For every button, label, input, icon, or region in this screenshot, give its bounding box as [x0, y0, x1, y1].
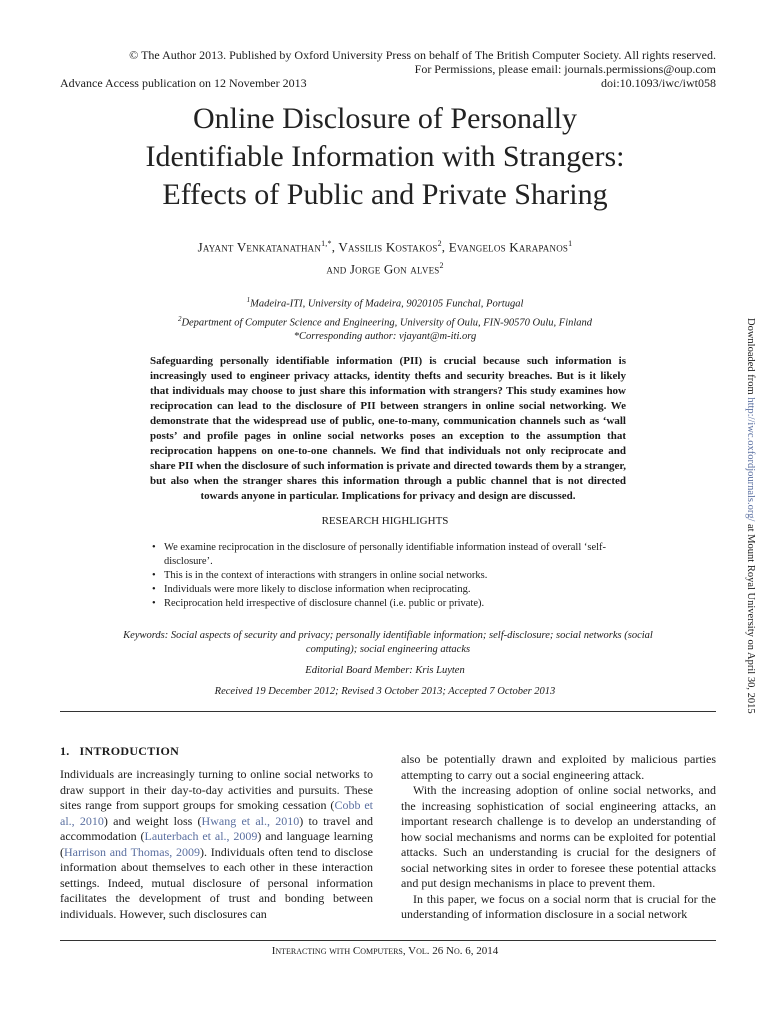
highlight-item: • We examine reciprocation in the disclosure of personally identifiable information instead of overall ‘self-disclosure’.: [152, 542, 607, 567]
doi-line: doi:10.1093/iwc/iwt058: [601, 76, 716, 90]
highlight-item: • Reciprocation held irrespective of disclosure channel (i.e. public or private).: [152, 598, 485, 609]
corresponding-author: *Corresponding author: vjayant@m-iti.org: [293, 331, 477, 342]
author-name: Jayant Venkatanathan: [197, 239, 322, 255]
author-superscript: 1,*: [321, 239, 332, 248]
citation-link[interactable]: Hwang et al., 2010: [201, 813, 300, 828]
paragraph: also be potentially drawn and exploited by malicious parties attempting to carry out a social engineering attack.: [401, 752, 716, 782]
keywords: Keywords: Social aspects of security and privacy; personally identifiable information; self-disclosure; social networks (social computing); social engineering attacks: [123, 630, 653, 655]
affiliation-1: Madeira-ITI, University of Madeira, 9020105 Funchal, Portugal: [250, 298, 524, 310]
editorial-board-member: Editorial Board Member: Kris Luyten: [305, 665, 465, 676]
divider: [60, 711, 716, 712]
highlight-item: • Individuals were more likely to disclose information when reciprocating.: [152, 584, 471, 595]
title-line: Effects of Public and Private Sharing: [162, 178, 608, 211]
author-superscript: 2: [439, 261, 444, 271]
paragraph: With the increasing adoption of online social networks, and the increasing sophistication of social engineering attacks, an important research challenge is to develop an understanding of how social mechanisms and norms can be exploited for potential attacks. Such an understanding is crucial for the designers of social networking sites in order to foresee these potential attacks and put design mechanisms in place to prevent them.: [401, 783, 716, 890]
affiliations: [0, 293, 770, 344]
author-superscript: 1: [568, 239, 573, 248]
author-name: , Evangelos Karapanos: [441, 239, 569, 255]
title-line: Identifiable Information with Strangers:: [145, 140, 625, 173]
affiliation-2: Department of Computer Science and Engineering, University of Oulu, FIN-90570 Oulu, Finland: [181, 317, 593, 328]
affiliation-superscript: 2: [177, 314, 182, 323]
highlights-title: RESEARCH HIGHLIGHTS: [321, 515, 449, 527]
footer-divider: [60, 940, 716, 941]
right-column: [401, 752, 716, 923]
highlights-list: [152, 541, 637, 611]
author-name: and Jorge Gon alves: [326, 261, 440, 277]
author-list: [0, 234, 770, 279]
affiliation-superscript: 1: [246, 296, 251, 304]
permissions-line: For Permissions, please email: journals.permissions@oup.com: [414, 62, 716, 76]
sidebar-prefix: Downloaded from: [745, 318, 756, 398]
journal-footer: Interacting with Computers, Vol. 26 No. 6, 2014: [271, 945, 499, 957]
author-superscript: 2: [437, 239, 442, 248]
citation-link[interactable]: Lauterbach et al., 2009: [144, 829, 258, 843]
title-line: Online Disclosure of Personally: [192, 102, 578, 135]
sidebar-url-link[interactable]: http://iwc.oxfordjournals.org/: [745, 397, 756, 522]
copyright-line: © The Author 2013. Published by Oxford University Press on behalf of The British Computer Society. All rights reserved.: [129, 48, 716, 62]
section-title: INTRODUCTION: [79, 744, 180, 758]
paragraph: In this paper, we focus on a social norm that is crucial for the understanding of information disclosure in a social network: [401, 891, 716, 921]
highlight-item: • This is in the context of interactions with strangers in online social networks.: [152, 570, 488, 581]
received-dates: Received 19 December 2012; Revised 3 October 2013; Accepted 7 October 2013: [214, 686, 556, 697]
paper-title: [0, 100, 770, 214]
sidebar-suffix: at Mount Royal University on April 30, 2015: [745, 521, 756, 714]
abstract: [150, 354, 626, 504]
left-column: [60, 767, 373, 922]
citation-link[interactable]: Harrison and Thomas, 2009: [64, 844, 200, 859]
section-number: 1.: [60, 744, 70, 758]
paragraph: Individuals are increasingly turning to online social networks to draw support in their day-to-day activities and pursuits. These sites range from support groups for smoking cessation (Cobb et al., 2010) and weight loss (Hwang et al., 2010) to travel and accommodation (Lauterbach et al., 2009) and language learning (Harrison and Thomas, 2009). Individuals often tend to disclose information about themselves to each other in these interaction settings. Indeed, mutual disclosure of personal information facilitates the development of trust and bonding between individuals. However, such disclosures can: [60, 767, 373, 921]
citation-link[interactable]: Cobb et al., 2010: [60, 798, 373, 828]
abstract-text: Safeguarding personally identifiable information (PII) is crucial because such information is increasingly used to engineer privacy attacks, identity thefts and security breaches. But is it likely that individuals may choose to just share this information with strangers? This study examines how reciprocation can lead to the disclosure of PII between strangers in online social networking. We demonstrate that the widespread use of public, one-to-many, communication channels such as ‘wall posts’ and profile pages in online social networks poses an exception to the assumption that reciprocation happens on one-to-one channels. We find that individuals not only reciprocate and share PII when the disclosure of such information is private and directed towards them by a stranger, but also when the stranger shares this information through a public channel that is not directed towards anyone in particular. Implications for privacy and design are discussed.: [150, 355, 626, 502]
author-name: , Vassilis Kostakos: [331, 239, 438, 255]
download-sidebar: [740, 318, 760, 716]
advance-access-line: Advance Access publication on 12 November 2013: [60, 76, 307, 90]
section-heading: [60, 744, 179, 759]
